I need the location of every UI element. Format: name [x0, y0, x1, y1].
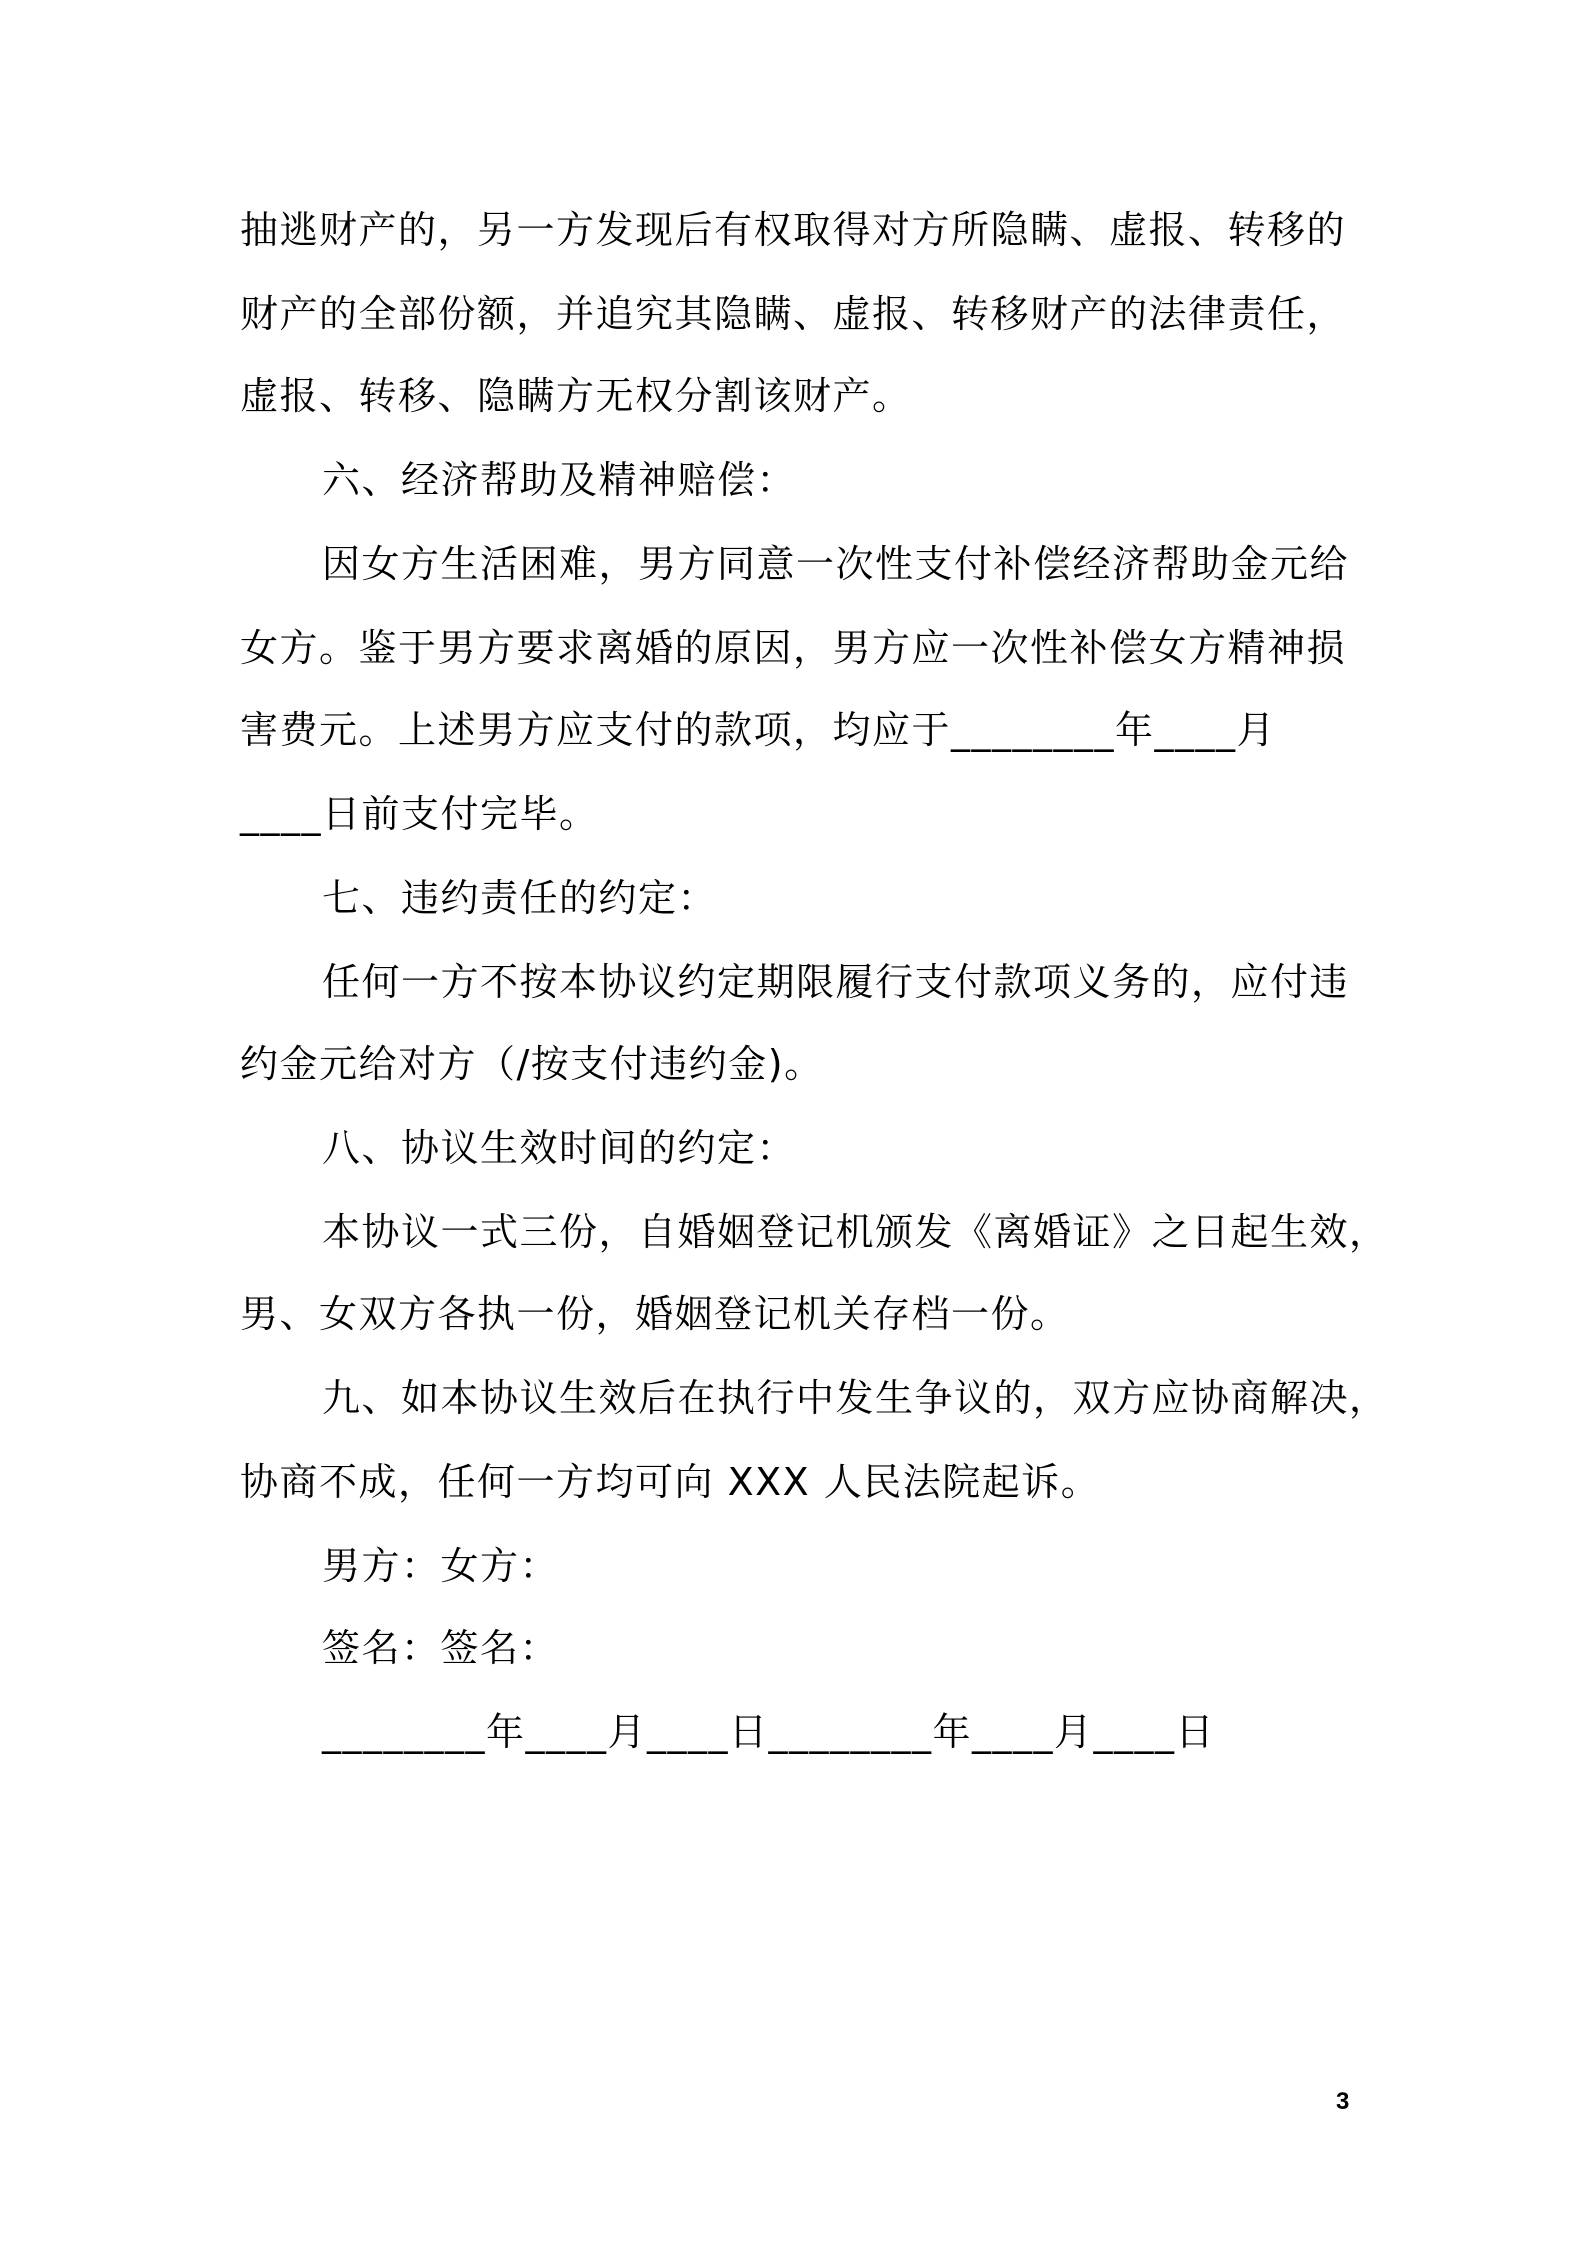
- body-line: 任何一方不按本协议约定期限履行支付款项义务的，应付违: [322, 960, 1350, 1004]
- body-line: 男、女双方各执一份，婚姻登记机关存档一份。: [240, 1292, 1070, 1336]
- body-line: 抽逃财产的，另一方发现后有权取得对方所隐瞒、虚报、转移的: [240, 208, 1347, 252]
- section-heading-6: 六、经济帮助及精神赔偿：: [322, 458, 797, 502]
- body-line: 约金元给对方（/按支付违约金)。: [240, 1042, 824, 1086]
- body-line: ____日前支付完毕。: [240, 792, 599, 836]
- body-line: 协商不成，任何一方均可向 XXX 人民法院起诉。: [240, 1460, 1101, 1504]
- body-line: 虚报、转移、隐瞒方无权分割该财产。: [240, 374, 912, 418]
- section-heading-7: 七、违约责任的约定：: [322, 876, 718, 920]
- section-heading-9: 九、如本协议生效后在执行中发生争议的，双方应协商解决，: [322, 1376, 1389, 1420]
- body-line: 因女方生活困难，男方同意一次性支付补偿经济帮助金元给: [322, 542, 1350, 586]
- body-line: 女方。鉴于男方要求离婚的原因，男方应一次性补偿女方精神损: [240, 626, 1347, 670]
- body-line: 害费元。上述男方应支付的款项，均应于________年____月: [240, 708, 1277, 752]
- body-line: 本协议一式三份，自婚姻登记机颁发《离婚证》之日起生效，: [322, 1210, 1389, 1254]
- section-heading-8: 八、协议生效时间的约定：: [322, 1126, 797, 1170]
- signature-labels: 签名：签名：: [322, 1626, 560, 1670]
- page-number: 3: [1336, 2088, 1350, 2115]
- party-labels: 男方：女方：: [322, 1544, 560, 1588]
- date-line: ________年____月____日________年____月____日: [322, 1710, 1216, 1754]
- body-line: 财产的全部份额，并追究其隐瞒、虚报、转移财产的法律责任，: [240, 292, 1347, 336]
